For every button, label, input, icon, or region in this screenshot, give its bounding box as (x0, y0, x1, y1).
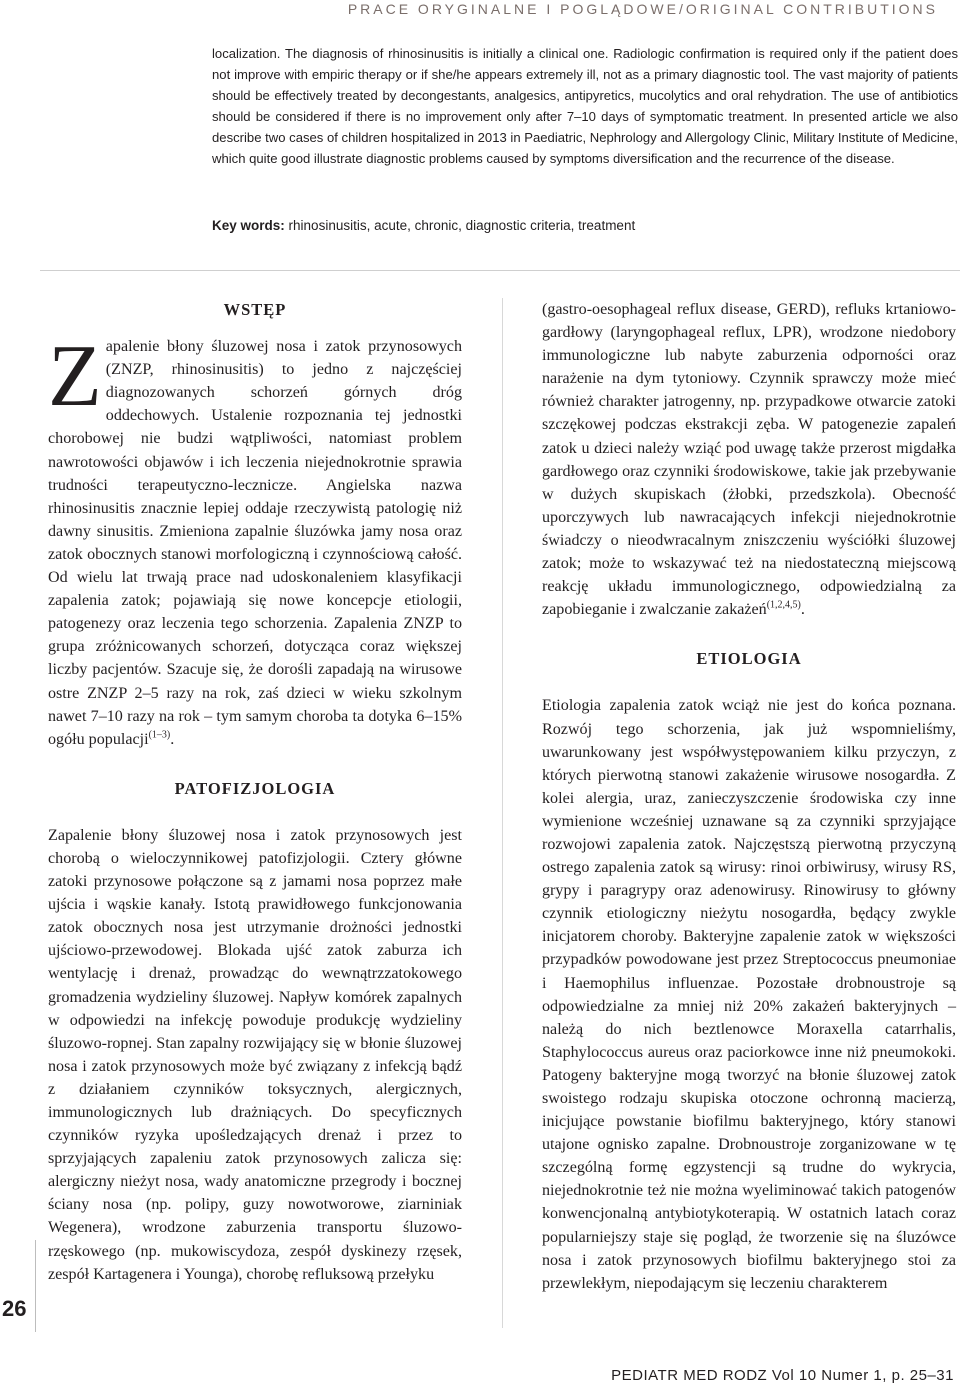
keywords (212, 216, 958, 236)
heading-patofizjologia: PATOFIZJOLOGIA (174, 778, 336, 798)
intro-text: apalenie błony śluzowej nosa i zatok przynosowych (ZNZP, rhinosinusitis) to jedno z najczęściej diagnozowanych schorzeń górnych dróg oddechowych. Ustalenie rozpoznania tej jednostki chorobowej nie budzi wątpliwości, natomiast problem nawrotowości objawów i ich leczenia niejednokrotnie sprawia trudności terapeutyczno-lecznicze. Angielska nazwa rhinosinusitis znacznie lepiej oddaje rzeczywistą patologię niż dawny sinusitis. Zmieniona zapalnie śluzówka jamy nosa oraz zatok obocznych stanowi morfologiczną i czynnościową całość. Od wielu lat trwają prace nad udoskonaleniem klasyfikacji zapalenia zatok; pojawiają się nowe koncepcje etiologii, patogenezy oraz leczenia tego schorzenia. Zapalenia ZNZP to grupa zróżnicowanych schorzeń, dotycząca coraz większej liczby pacjentów. Szacuje się, że dorośli zapadają na wirusowe ostre ZNZP 2–5 razy na rok, zaś dzieci w wieku szkolnym nawet 7–10 razy na rok – tym samym choroba ta dotyka 6–15% ogółu populacji (48, 338, 462, 748)
heading-etiologia: ETIOLOGIA (696, 649, 802, 669)
abstract-text: localization. The diagnosis of rhinosinusitis is initially a clinical one. Radiologic confirmation is required only if the patient does not improve with empiric therapy or if she/he appears extremely ill, not as a primary diagnostic tool. The vast majority of patients should be effectively treated by decongestants, analgesics, antipyretics, mucolytics and oral rehydration. The use of antibiotics should be considered if there is no improvement only after 7–10 days of symptomatic treatment. In presented article we also describe two cases of children hospitalized in 2013 in Paediatric, Nephrology and Allergology Clinic, Military Institute of Medicine, which quite good illustrate diagnostic problems caused by symptoms diversification and the recurrence of the disease. (212, 46, 959, 166)
running-head: PRACE ORYGINALNE I POGLĄDOWE/ORIGINAL CONTRIBUTIONS (347, 1, 938, 17)
right-column (542, 298, 956, 1295)
right-text-1: (gastro-oesophageal reflux disease, GERD), refluks krtaniowo-gardłowy (laryngophageal reflux, LPR), wrodzone niedobory immunologiczne lub nabyte zaburzenia odporności oraz narażenie na dym tytoniowy. Czynnik sprawczy może mieć również charakter jatrogenny, np. przypadkowe otwarcie zatoki szczękowej podczas ekstrakcji zęba. W patogenezie zapaleń zatok u dzieci należy wziąć pod uwagę także przerost migdałka gardłowego oraz czynniki środowiskowe, takie jak przebywanie w dużych skupiskach (żłobki, przedszkola). Obecność uporczywych lub nawracających infekcji niejednokrotnie świadczy o nieodwracalnym zniszczeniu wyściółki śluzowej zatok; może to wskazywać też na niedostateczną miejscową reakcję układu immunologicznego, odpowiedzialną za zapobieganie i zwalczanie zakażeń (542, 301, 956, 619)
left-column (48, 298, 462, 1286)
page-number: 26 (2, 1296, 27, 1321)
intro-paragraph (48, 328, 462, 751)
footer-citation: PEDIATR MED RODZ Vol 10 Numer 1, p. 25–31 (611, 1367, 954, 1384)
right-reference: (1,2,4,5) (766, 599, 801, 611)
column-divider (502, 298, 503, 1328)
heading-wstep: WSTĘP (223, 300, 287, 319)
etiologia-paragraph: Etiologia zapalenia zatok wciąż nie jest do końca poznana. Rozwój tego schorzenia, jak już wspomnieliśmy, uwarunkowany jest współwystępowaniem kilku przyczyn, z których pierwotną stanowi zakażenie wirusowe nosogardła. Z kolei alergia, uraz, zanieczyszczenie środowiska czy inne wymienione wcześniej uznawane są za czynniki sprzyjające rozwojowi zapalenia zatok. Najczęstszą pierwotną przyczyną ostrego zapalenia zatok są wirusy: rinoi orbiwirusy, wirusy RS, grypy i paragrypy oraz adenowirusy. Rinowirusy to główny czynnik etiologiczny nieżytu nosogardła, będący zwykle inicjatorem choroby. Bakteryjne zapalenie zatok w większości przypadków powodowane jest przez Streptococcus pneumoniae i Haemophilus influenzae. Pozostałe drobnoustroje są odpowiedzialne za mniej niż 20% zakażeń bakteryjnych – należą do nich beztlenowce Moraxella catarrhalis, Staphylococcus aureus oraz paciorkowce inne niż pneumokoki. Patogeny bakteryjne mogą tworzyć na błonie śluzowej zatok swoistego rodzaju skupiska otoczone ochronną macierzą, inicjujące powstanie biofilmu bakteryjnego, który stanowi utajone ognisko zapalne. Drobnoustroje zorganizowane w tę szczególną formę egzystencji są trudne do wykrycia, niejednokrotnie też nie można wyeliminować takich patogenów konwencjonalną antybiotykoterapią. W ostatnich latach coraz popularniejszy staje się pogląd, że tworzenie się na śluzówce nosa i zatok przynosowych biofilmu bakteryjnego stoi za przewlekłym, niepodającym się leczeniu charakterem (542, 697, 956, 1292)
right-paragraph-1 (542, 298, 956, 621)
keywords-label: Key words: (212, 218, 285, 233)
right-end: . (800, 601, 805, 619)
keywords-text: rhinosinusitis, acute, chronic, diagnostic criteria, treatment (288, 218, 636, 233)
page-number-rule (35, 1240, 36, 1332)
intro-end: . (170, 730, 175, 748)
drop-cap: Z (48, 328, 102, 426)
abstract (212, 44, 958, 169)
patofizjologia-paragraph: Zapalenie błony śluzowej nosa i zatok przynosowych jest chorobą o wieloczynnikowej patofizjologii. Cztery główne zatoki przynosowe połączone są z jamami nosa poprzez małe ujścia i wąskie kanały. Istotą prawidłowego funkcjonowania zatok obocznych nosa jest utrzymanie drożności jednostki ujściowo-przewodowej. Blokada ujść zatok zaburza ich wentylację i drenaż, prowadząc do wewnątrzzatokowego gromadzenia wydzieliny śluzowej. Napływ komórek zapalnych w odpowiedzi na infekcję powoduje produkcję wydzieliny śluzowo-ropnej. Stan zapalny rozwijający się w błonie śluzowej nosa i zatok przynosowych może być związany z infekcją bądź z działaniem czynników toksycznych, alergicznych, immunologicznych lub drażniących. Do specyficznych czynników ryzyka upośledzających drenaż i przez to sprzyjających zapaleniu zatok przynosowych zalicza się: alergiczny nieżyt nosa, wady anatomiczne przegrody i bocznej ściany nosa (np. polipy, guzy nowotworowe, ziarniniak Wegenera), wrodzone zaburzenia transportu śluzowo-rzęskowego (np. mukowiscydoza, zespół dyskinezy rzęsek, zespół Kartagenera i Younga), chorobę refluksową przełyku (48, 826, 462, 1283)
section-divider (40, 270, 960, 271)
intro-reference: (1–3) (148, 729, 171, 741)
